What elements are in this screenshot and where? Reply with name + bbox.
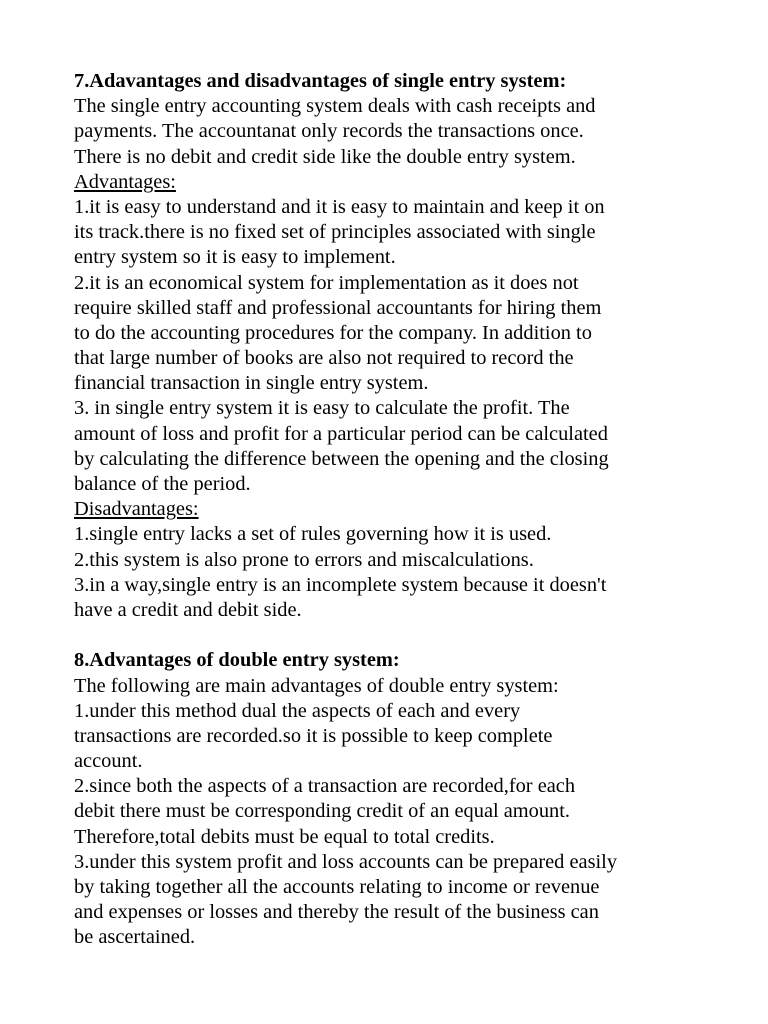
text-line: to do the accounting procedures for the company. In addition to [74,321,592,344]
text-line: financial transaction in single entry system. [74,372,429,395]
text-line: by taking together all the accounts relating to income or revenue [74,876,600,898]
text-line: and expenses or losses and thereby the result of the business can [74,901,599,924]
text-line: The single entry accounting system deals with cash receipts and [74,95,596,118]
text-line: There is no debit and credit side like the double entry system. [74,145,576,168]
advantage-item [74,850,714,951]
advantage-item [74,699,714,775]
advantage-item [74,774,714,850]
text-line: 3.in a way,single entry is an incomplete system because it doesn't [74,573,607,596]
section-spacer [74,623,714,648]
section-intro: The following are main advantages of double entry system: [74,674,559,697]
text-line: balance of the period. [74,473,251,495]
text-line: entry system so it is easy to implement. [74,246,396,269]
advantage-item [74,396,714,497]
advantage-item [74,195,714,271]
section-heading: 7.Adavantages and disadvantages of single entry system: [74,70,567,92]
text-line: 1.it is easy to understand and it is easy to maintain and keep it on [74,195,605,218]
text-line: be ascertained. [74,926,196,949]
text-line: 2.it is an economical system for implementation as it does not [74,271,579,294]
text-line: have a credit and debit side. [74,598,302,621]
section-single-entry [74,69,714,623]
text-line: account. [74,750,143,773]
section-intro [74,94,714,170]
advantages-label: Advantages: [74,170,176,193]
section-double-entry [74,648,714,950]
disadvantages-label: Disadvantages: [74,498,199,521]
text-line: debit there must be corresponding credit of an equal amount. [74,800,571,823]
text-line: that large number of books are also not required to record the [74,347,574,370]
disadvantage-item [74,548,714,573]
text-line: amount of loss and profit for a particular period can be calculated [74,422,608,445]
text-line: by calculating the difference between the opening and the closing [74,447,609,470]
disadvantage-item [74,573,714,623]
text-line: transactions are recorded.so it is possible to keep complete [74,724,553,747]
text-line: 3.under this system profit and loss accounts can be prepared easily [74,850,618,873]
text-line: 1.under this method dual the aspects of each and every [74,699,521,722]
document-body [74,69,714,951]
disadvantage-item [74,522,714,547]
text-line: 1.single entry lacks a set of rules governing how it is used. [74,523,552,546]
text-line: its track.there is no fixed set of principles associated with single [74,221,596,244]
text-line: 2.since both the aspects of a transaction are recorded,for each [74,775,576,798]
advantage-item [74,271,714,397]
text-line: 3. in single entry system it is easy to calculate the profit. The [74,397,570,420]
section-heading: 8.Advantages of double entry system: [74,649,400,672]
text-line: 2.this system is also prone to errors and miscalculations. [74,548,534,571]
text-line: payments. The accountanat only records the transactions once. [74,120,584,143]
text-line: Therefore,total debits must be equal to total credits. [74,825,495,848]
text-line: require skilled staff and professional accountants for hiring them [74,296,602,319]
